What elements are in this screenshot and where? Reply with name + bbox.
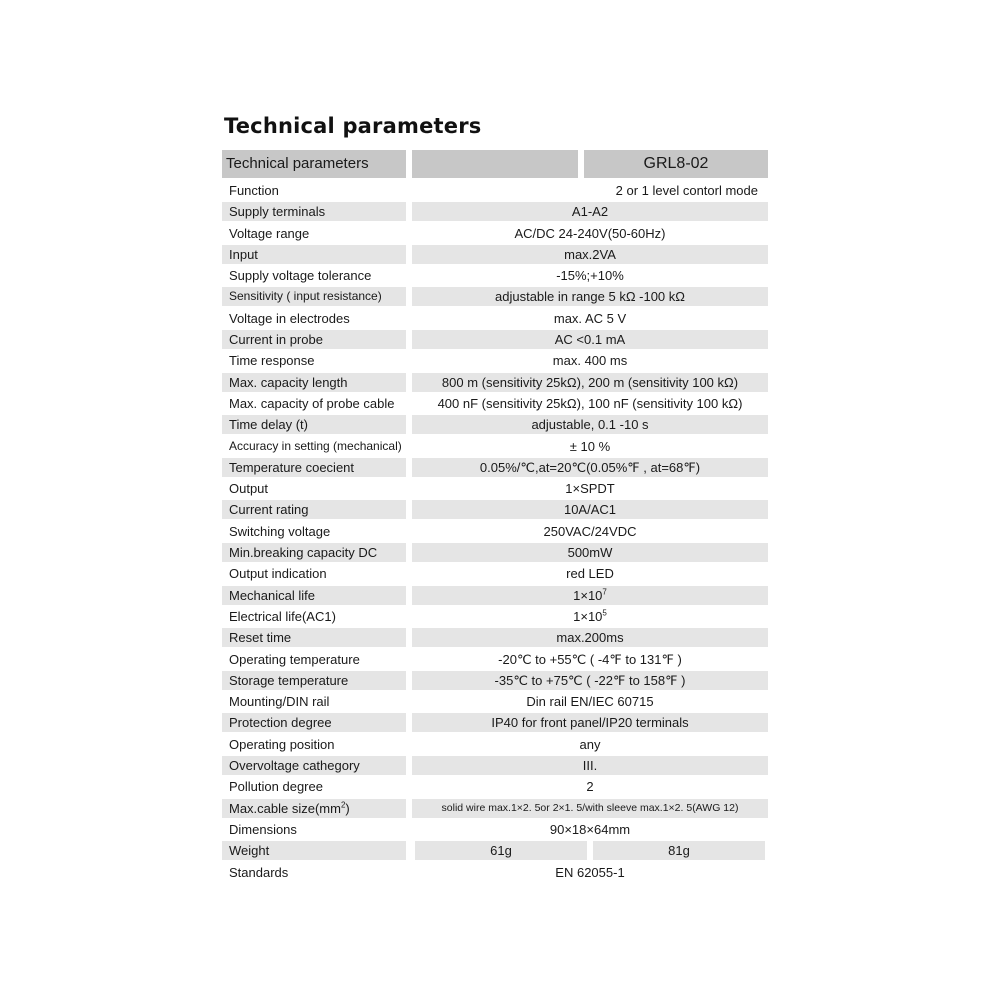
row-label: Time response — [229, 353, 315, 369]
row-label: Standards — [229, 864, 289, 880]
row-value: 2 — [586, 779, 594, 795]
row-value: 2 or 1 level contorl mode — [615, 183, 758, 198]
row-value: 250VAC/24VDC — [543, 523, 637, 539]
row-label: Operating position — [229, 736, 335, 752]
row-value: A1-A2 — [412, 202, 768, 221]
row-value: 0.05%/℃,at=20℃(0.05%℉ , at=68℉) — [412, 458, 768, 477]
table-row — [222, 437, 768, 458]
row-label: Operating temperature — [229, 651, 360, 667]
row-value — [412, 607, 768, 626]
row-value: any — [579, 736, 601, 752]
table-row — [222, 245, 768, 266]
table-row — [222, 756, 768, 777]
value-variant-b: 81g — [593, 841, 765, 860]
row-label: Overvoltage cathegory — [222, 756, 406, 775]
table-row — [222, 373, 768, 394]
value-exponent: 5 — [602, 608, 607, 618]
row-value: EN 62055-1 — [555, 864, 625, 880]
row-label: Temperature coecient — [222, 458, 406, 477]
table-row — [222, 394, 768, 415]
row-label: Max. capacity of probe cable — [229, 395, 395, 411]
table-row — [222, 458, 768, 479]
row-value: -15%;+10% — [556, 268, 624, 284]
table-row — [222, 650, 768, 671]
row-label: Supply terminals — [222, 202, 406, 221]
row-label: Voltage range — [229, 225, 310, 241]
row-value: -35℃ to +75℃ ( -22℉ to 158℉ ) — [412, 671, 768, 690]
header-spacer — [412, 150, 578, 178]
row-label: Mechanical life — [222, 586, 406, 605]
header-model: GRL8-02 — [584, 150, 768, 178]
row-label: Voltage in electrodes — [229, 310, 350, 326]
row-value: ± 10 % — [569, 438, 611, 454]
row-value: red LED — [566, 566, 614, 582]
row-label: Pollution degree — [229, 779, 323, 795]
row-value: Din rail EN/IEC 60715 — [526, 694, 654, 710]
row-value: max.200ms — [412, 628, 768, 647]
table-row — [222, 820, 768, 841]
table-row — [222, 224, 768, 245]
row-label: Supply voltage tolerance — [229, 268, 372, 284]
row-value: 1×SPDT — [565, 481, 615, 497]
value-text: 1×10 — [573, 608, 603, 624]
table-row — [222, 735, 768, 756]
table-row — [222, 863, 768, 884]
row-value: solid wire max.1×2. 5or 2×1. 5/with sleeve max.1×2. 5(AWG 12) — [412, 799, 768, 818]
row-value: IP40 for front panel/IP20 terminals — [412, 713, 768, 732]
table-row — [222, 287, 768, 308]
row-label: Function — [229, 183, 279, 198]
table-row — [222, 713, 768, 734]
table-row — [222, 479, 768, 500]
table-row — [222, 586, 768, 607]
table-row — [222, 351, 768, 372]
row-label: Output — [229, 481, 269, 497]
table-row — [222, 202, 768, 223]
row-value-split — [412, 841, 768, 860]
label-exponent: 2 — [340, 800, 346, 810]
row-label: Sensitivity ( input resistance) — [222, 287, 406, 306]
value-text: 1×10 — [573, 587, 603, 603]
row-value: adjustable in range 5 kΩ -100 kΩ — [412, 287, 768, 306]
row-value: AC/DC 24-240V(50-60Hz) — [514, 225, 666, 241]
row-label: Switching voltage — [229, 523, 331, 539]
row-label: Dimensions — [229, 821, 297, 837]
value-variant-a: 61g — [415, 841, 587, 860]
row-value — [412, 586, 768, 605]
header-label: Technical parameters — [222, 150, 406, 178]
table-row — [222, 564, 768, 585]
row-label: Weight — [222, 841, 406, 860]
row-label: Time delay (t) — [222, 415, 406, 434]
table-row — [222, 543, 768, 564]
table-row — [222, 181, 768, 202]
row-label: Min.breaking capacity DC — [222, 543, 406, 562]
row-label: Accuracy in setting (mechanical) — [229, 438, 402, 453]
row-label: Max. capacity length — [222, 373, 406, 392]
row-value: adjustable, 0.1 -10 s — [412, 415, 768, 434]
table-row — [222, 330, 768, 351]
row-value: max.2VA — [412, 245, 768, 264]
row-label: Protection degree — [222, 713, 406, 732]
row-value: -20℃ to +55℃ ( -4℉ to 131℉ ) — [498, 651, 682, 667]
row-label: Storage temperature — [222, 671, 406, 690]
row-label: Input — [222, 245, 406, 264]
row-value: 500mW — [412, 543, 768, 562]
value-exponent: 7 — [602, 587, 607, 597]
label-end: ) — [345, 800, 350, 816]
row-value: 400 nF (sensitivity 25kΩ), 100 nF (sensitivity 100 kΩ) — [437, 395, 743, 411]
row-label: Current in probe — [222, 330, 406, 349]
table-row — [222, 607, 768, 628]
table-row — [222, 777, 768, 798]
table-row — [222, 500, 768, 521]
row-value: 90×18×64mm — [549, 821, 631, 837]
table-row — [222, 522, 768, 543]
table-row — [222, 415, 768, 436]
row-value: III. — [412, 756, 768, 775]
row-value: 800 m (sensitivity 25kΩ), 200 m (sensitivity 100 kΩ) — [412, 373, 768, 392]
spec-table — [222, 150, 768, 884]
table-row — [222, 309, 768, 330]
row-value: 10A/AC1 — [412, 500, 768, 519]
row-value: max. 400 ms — [552, 353, 628, 369]
table-row — [222, 266, 768, 287]
label-text: Max.cable size(mm — [229, 800, 341, 816]
table-row — [222, 671, 768, 692]
page-title: Technical parameters — [224, 114, 482, 138]
row-value: AC <0.1 mA — [412, 330, 768, 349]
table-row — [222, 692, 768, 713]
row-label — [222, 799, 406, 818]
table-row — [222, 841, 768, 862]
row-label: Electrical life(AC1) — [229, 608, 336, 624]
table-row — [222, 799, 768, 820]
table-header — [222, 150, 768, 178]
row-label: Output indication — [229, 566, 327, 582]
row-value: max. AC 5 V — [553, 310, 627, 326]
row-label: Mounting/DIN rail — [229, 694, 330, 710]
table-row — [222, 628, 768, 649]
row-label: Current rating — [222, 500, 406, 519]
row-label: Reset time — [222, 628, 406, 647]
